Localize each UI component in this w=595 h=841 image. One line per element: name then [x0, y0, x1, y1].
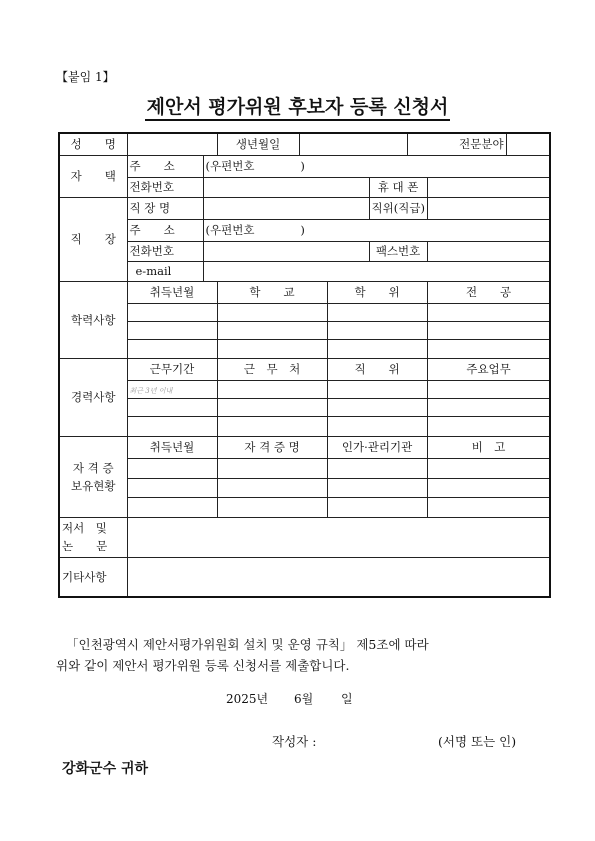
education-label: 학력사항 — [59, 281, 127, 358]
work-address-label: 주 소 — [127, 219, 203, 241]
writing-field[interactable] — [127, 517, 550, 557]
etc-label: 기타사항 — [59, 557, 127, 597]
home-postal-placeholder: (우편번호 ) — [205, 159, 305, 173]
education-row — [59, 339, 550, 358]
education-header-date: 취득년월 — [127, 281, 217, 303]
home-address-field[interactable] — [203, 155, 550, 177]
career-hint: 최근 3년 이내 — [129, 387, 173, 395]
application-form-table — [58, 132, 551, 598]
career-header-duties: 주요업무 — [427, 358, 550, 380]
education-header-degree: 학 위 — [327, 281, 427, 303]
career-row — [59, 380, 550, 398]
declaration-line-2: 위와 같이 제안서 평가위원 등록 신청서를 제출합니다. — [56, 658, 350, 673]
fax-field[interactable] — [427, 241, 550, 261]
date-day: 일 — [341, 692, 353, 706]
submission-date — [226, 690, 353, 707]
mobile-label: 휴 대 폰 — [369, 177, 427, 197]
workplace-name-field[interactable] — [203, 197, 369, 219]
education-header-major: 전 공 — [427, 281, 550, 303]
career-header-period: 근무기간 — [127, 358, 217, 380]
career-label: 경력사항 — [59, 358, 127, 436]
workplace-name-label: 직 장 명 — [127, 197, 203, 219]
position-label: 직위(직급) — [369, 197, 427, 219]
date-year: 2025년 — [226, 692, 269, 706]
work-postal-placeholder: (우편번호 ) — [205, 223, 305, 237]
position-field[interactable] — [427, 197, 550, 219]
work-phone-field[interactable] — [203, 241, 369, 261]
home-phone-field[interactable] — [203, 177, 369, 197]
mobile-field[interactable] — [427, 177, 550, 197]
career-header-position: 직 위 — [327, 358, 427, 380]
education-row — [59, 321, 550, 339]
license-header-note: 비 고 — [427, 436, 550, 458]
license-header-agency: 인가·관리기관 — [327, 436, 427, 458]
birth-field[interactable] — [299, 133, 407, 155]
license-header-date: 취득년월 — [127, 436, 217, 458]
education-row — [59, 303, 550, 321]
name-field[interactable] — [127, 133, 217, 155]
home-phone-label: 전화번호 — [127, 177, 203, 197]
signer-label: 작성자 : — [272, 734, 317, 749]
sign-note: (서명 또는 인) — [438, 734, 517, 749]
work-address-field[interactable] — [203, 219, 550, 241]
work-label: 직 장 — [59, 197, 127, 281]
license-row — [59, 458, 550, 478]
work-phone-label: 전화번호 — [127, 241, 203, 261]
birth-label: 생년월일 — [217, 133, 299, 155]
license-row — [59, 478, 550, 497]
etc-field[interactable] — [127, 557, 550, 597]
education-header-school: 학 교 — [217, 281, 327, 303]
email-field[interactable] — [203, 261, 550, 281]
career-row — [59, 416, 550, 436]
fax-label: 팩스번호 — [369, 241, 427, 261]
email-label: e-mail — [127, 261, 203, 281]
name-label: 성 명 — [59, 133, 127, 155]
addressee: 강화군수 귀하 — [62, 761, 149, 777]
writing-label: 저서 및 논 문 — [59, 517, 127, 557]
document-title: 제안서 평가위원 후보자 등록 신청서 — [0, 92, 595, 119]
declaration-line-1: 「인천광역시 제안서평가위원회 설치 및 운영 규칙」 제5조에 따라 — [66, 637, 429, 652]
declaration — [56, 634, 540, 676]
license-label: 자 격 증 보유현황 — [59, 436, 127, 517]
home-label: 자 택 — [59, 155, 127, 197]
license-row — [59, 497, 550, 517]
home-address-label: 주 소 — [127, 155, 203, 177]
career-row — [59, 398, 550, 416]
date-month: 6월 — [293, 692, 314, 706]
field-label: 전문분야 — [407, 133, 506, 155]
attachment-label: 【붙임 1】 — [56, 70, 115, 84]
license-header-name: 자 격 증 명 — [217, 436, 327, 458]
field-field[interactable] — [506, 133, 550, 155]
career-header-workplace: 근 무 처 — [217, 358, 327, 380]
